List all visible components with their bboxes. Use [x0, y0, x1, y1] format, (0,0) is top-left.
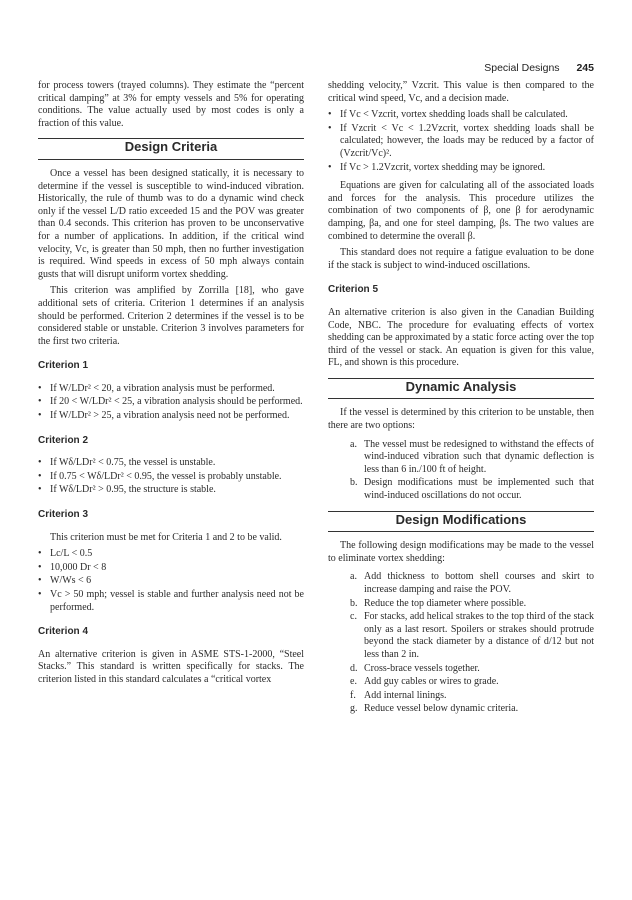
running-head-title: Special Designs	[484, 62, 560, 74]
left-column	[38, 80, 304, 691]
page-number: 245	[576, 62, 594, 74]
paragraph: This criterion was amplified by Zorrilla [18], who gave additional sets of criteria. Criterion 1 determines if an analysis should be performed. Criterion 2 determines if the vessel is to be considered stable or unstable. Criterion 3 involves parameters for the first two criteria.	[38, 285, 304, 347]
list-item: • Lc/L < 0.5	[38, 548, 93, 560]
list-item: • If Vc > 1.2Vzcrit, vortex shedding may be ignored.	[328, 161, 546, 173]
list-item: • If Wδ/LDr² > 0.95, the structure is stable.	[38, 484, 216, 496]
running-head	[484, 62, 594, 74]
criterion-1-heading: Criterion 1	[38, 360, 89, 372]
section-heading-design-modifications	[328, 511, 594, 533]
bullet-icon: •	[328, 122, 332, 134]
list-item: c. For stacks, add helical strakes to the top third of the stack only as a last resort. Spoilers or strakes should protrude beyond the stack diameter by a distance of d/12 but not less than 2 in.	[350, 611, 594, 660]
criterion-1-list	[38, 383, 304, 423]
bullet-icon: •	[38, 457, 42, 469]
list-item: a. Add thickness to bottom shell courses and skirt to increase damping and raise the POV.	[350, 571, 594, 595]
criterion-2-list	[38, 457, 304, 497]
section-title: Design Criteria	[124, 139, 218, 155]
bullet-icon: •	[38, 548, 42, 560]
paragraph: An alternative criterion is also given in the Canadian Building Code, NBC. The procedure for evaluating effects of vortex shedding can be approximated by a static force acting over the top third of the vessel or stack. An equation is given for this value, FL, and shown is this procedure.	[328, 306, 594, 369]
list-item: b. Reduce the top diameter where possible.	[350, 597, 527, 609]
paragraph: An alternative criterion is given in ASME STS-1-2000, “Steel Stacks.” This standard is written specifically for stacks. The criterion listed in this standard calculates a “critical vortex	[38, 648, 304, 685]
paragraph: shedding velocity,” Vzcrit. This value is then compared to the critical wind speed, Vc, and a decision made.	[328, 80, 594, 104]
criterion-3-list	[38, 548, 304, 614]
bullet-icon: •	[328, 109, 332, 121]
list-item: d. Cross-brace vessels together.	[350, 662, 480, 674]
bullet-icon: •	[38, 575, 42, 587]
list-item: b. Design modifications must be implemented such that wind-induced oscillations do not occur.	[350, 477, 594, 502]
paragraph: If the vessel is determined by this criterion to be unstable, then there are two options:	[328, 407, 594, 432]
bullet-icon: •	[328, 161, 332, 173]
list-item: • If Vc < Vzcrit, vortex shedding loads shall be calculated.	[328, 109, 568, 121]
paragraph: This standard does not require a fatigue evaluation to be done if the stack is subject to wind-induced oscillations.	[328, 247, 594, 271]
section-title: Design Modifications	[395, 511, 527, 527]
bullet-icon: •	[38, 410, 42, 422]
criterion-4-heading: Criterion 4	[38, 626, 89, 638]
list-item: • Vc > 50 mph; vessel is stable and further analysis need not be performed.	[38, 589, 304, 613]
list-item: • If W/LDr² < 20, a vibration analysis must be performed.	[38, 382, 275, 394]
list-item: e. Add guy cables or wires to grade.	[350, 676, 499, 688]
modifications-list	[328, 571, 594, 716]
paragraph: This criterion must be met for Criteria 1 and 2 to be valid.	[50, 531, 282, 543]
criterion-4-list	[328, 109, 594, 174]
criterion-5-heading: Criterion 5	[328, 284, 379, 296]
list-item: • If Wδ/LDr² < 0.75, the vessel is unstable.	[38, 457, 216, 469]
bullet-icon: •	[38, 561, 42, 573]
list-item: • If Vzcrit < Vc < 1.2Vzcrit, vortex shedding loads shall be calculated; however, the loads may be reduced by a factor of (Vzcrit/Vc)².	[328, 122, 594, 159]
list-item: • 10,000 Dr < 8	[38, 561, 107, 573]
section-heading-dynamic-analysis	[328, 378, 594, 400]
paragraph: Equations are given for calculating all of the associated loads and forces for the analysis. This procedure utilizes the combination of two components of β, one β for aerodynamic damping, βa, and one for steel damping, βs. The two values are combined to determine the overall β.	[328, 180, 594, 242]
intro-paragraph: for process towers (trayed columns). They estimate the “percent critical damping” at 3% for empty vessels and 5% for operating conditions. The value actually used by most codes is only a fraction of this value.	[38, 80, 304, 129]
bullet-icon: •	[38, 589, 42, 600]
paragraph: Once a vessel has been designed statically, it is necessary to determine if the vessel is susceptible to wind-induced vibration. Historically, the rule of thumb was to do a dynamic wind check only if the vessel L/D ratio exceeded 15 and the POV was greater than 0.4 seconds. This criterion has proven to be unconservative for a number of applications. In addition, if the critical wind velocity, Vc, is greater than 50 mph, then no further investigation is required. Wind speeds in excess of 50 mph always contain gusts that will disrupt uniform vortex shedding.	[38, 167, 304, 280]
dynamic-options-list	[328, 439, 594, 503]
list-item: a. The vessel must be redesigned to withstand the effects of wind-induced vibration such that dynamic deflection is less than 6 in./100 ft of height.	[350, 438, 594, 475]
bullet-icon: •	[38, 396, 42, 408]
list-item: • If W/LDr² > 25, a vibration analysis need not be performed.	[38, 410, 290, 422]
list-item: • W/Ws < 6	[38, 575, 92, 587]
paragraph: The following design modifications may be made to the vessel to eliminate vortex shedding:	[328, 540, 594, 564]
right-column	[328, 80, 594, 722]
list-item: f. Add internal linings.	[350, 689, 447, 701]
list-item: g. Reduce vessel below dynamic criteria.	[350, 703, 519, 715]
list-item: • If 0.75 < Wδ/LDr² < 0.95, the vessel is probably unstable.	[38, 470, 282, 482]
criterion-2-heading: Criterion 2	[38, 434, 89, 446]
section-heading-design-criteria	[38, 138, 304, 160]
bullet-icon: •	[38, 382, 42, 394]
bullet-icon: •	[38, 484, 42, 496]
bullet-icon: •	[38, 470, 42, 482]
section-title: Dynamic Analysis	[405, 378, 517, 394]
criterion-3-heading: Criterion 3	[38, 509, 89, 521]
list-item: • If 20 < W/LDr² < 25, a vibration analysis should be performed.	[38, 396, 303, 408]
